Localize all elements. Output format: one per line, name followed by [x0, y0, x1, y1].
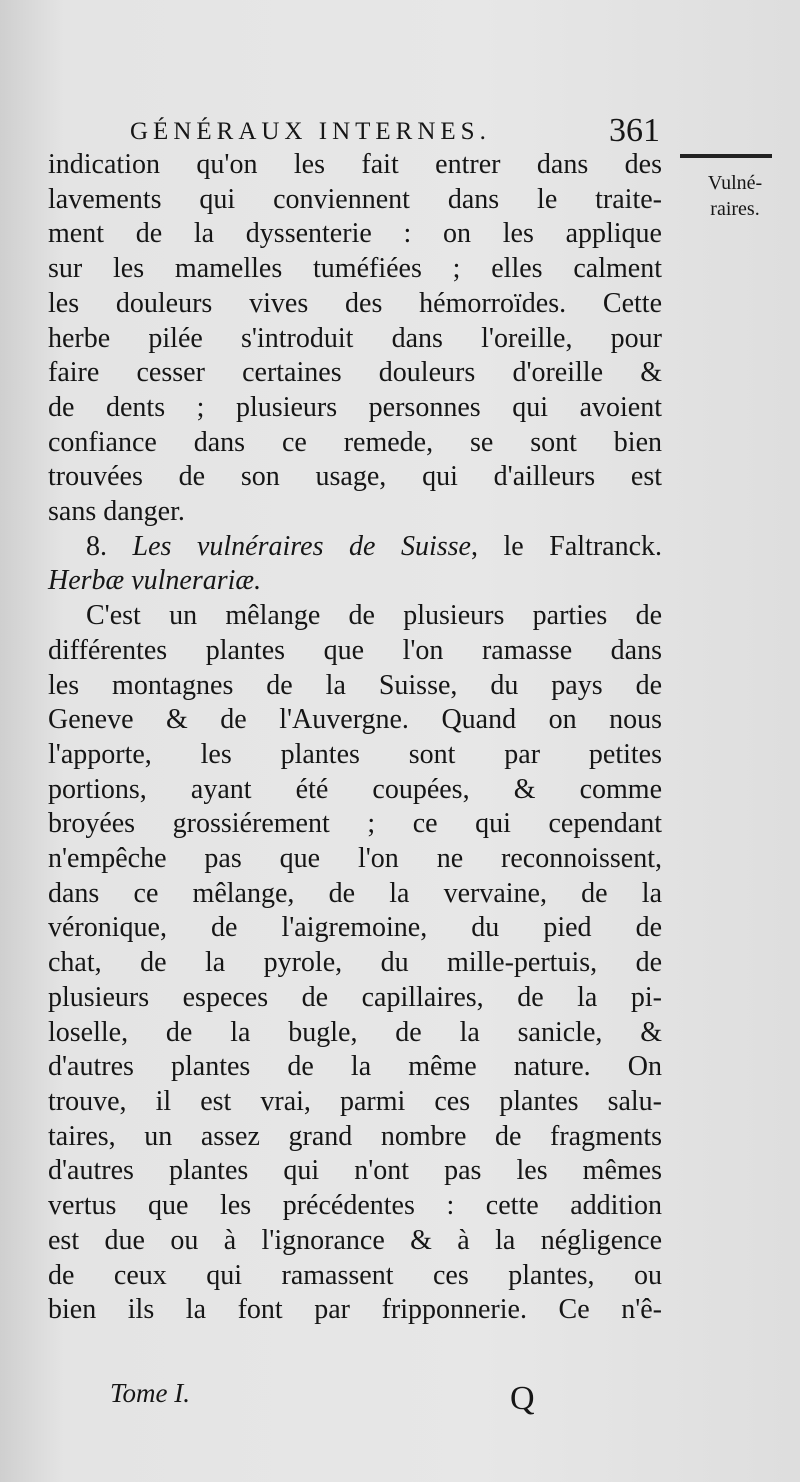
- body-text: [48, 148, 662, 1328]
- volume-label: Tome I.: [110, 1378, 191, 1408]
- heading-number: 8.: [86, 530, 107, 562]
- text-line: portions, ayant été coupées, & comme: [48, 773, 662, 805]
- margin-note-line-2: raires.: [710, 198, 760, 220]
- header-title: GÉNÉRAUX INTERNES.: [130, 118, 491, 145]
- heading-rest: , le Faltranck.: [470, 530, 663, 562]
- page-number: 361: [609, 112, 660, 149]
- text-line: ment de la dyssenterie : on les applique: [48, 218, 662, 250]
- text-line: est due ou à l'ignorance & à la négligence: [48, 1224, 662, 1256]
- text-line: sans danger.: [48, 496, 185, 528]
- text-line: les montagnes de la Suisse, du pays de: [48, 669, 662, 701]
- text-line: confiance dans ce remede, se sont bien: [48, 426, 662, 458]
- text-line: les douleurs vives des hémorroïdes. Cette: [48, 287, 662, 319]
- text-line: loselle, de la bugle, de la sanicle, &: [48, 1016, 662, 1048]
- text-line: faire cesser certaines douleurs d'oreille &: [48, 357, 662, 389]
- text-line: C'est un mêlange de plusieurs parties de: [86, 600, 662, 632]
- latin-name: Herbæ vulnerariæ.: [48, 565, 262, 597]
- text-line: d'autres plantes de la même nature. On: [48, 1051, 662, 1083]
- text-line: taires, un assez grand nombre de fragments: [48, 1120, 662, 1152]
- text-line: trouvées de son usage, qui d'ailleurs est: [48, 461, 662, 493]
- text-line: de dents ; plusieurs personnes qui avoient: [48, 391, 662, 423]
- text-line: de ceux qui ramassent ces plantes, ou: [48, 1259, 662, 1291]
- text-line: l'apporte, les plantes sont par petites: [48, 738, 662, 770]
- text-line: d'autres plantes qui n'ont pas les mêmes: [48, 1155, 662, 1187]
- text-line: bien ils la font par fripponnerie. Ce n'ê-: [48, 1294, 662, 1326]
- text-line: broyées grossiérement ; ce qui cependant: [48, 808, 662, 840]
- section-heading: [48, 530, 662, 565]
- page-footer: [48, 1372, 662, 1422]
- text-line: plusieurs especes de capillaires, de la pi-: [48, 981, 662, 1013]
- signature-mark: Q: [510, 1380, 535, 1417]
- text-line: vertus que les précédentes : cette addition: [48, 1190, 662, 1222]
- text-line: sur les mamelles tuméfiées ; elles calment: [48, 253, 662, 285]
- text-line: dans ce mêlange, de la vervaine, de la: [48, 877, 662, 909]
- text-line: trouve, il est vrai, parmi ces plantes salu-: [48, 1085, 662, 1117]
- text-line: indication qu'on les fait entrer dans des: [48, 149, 662, 180]
- text-line: Geneve & de l'Auvergne. Quand on nous: [48, 704, 662, 736]
- text-line: herbe pilée s'introduit dans l'oreille, pour: [48, 322, 662, 354]
- margin-note-line-1: Vulné-: [707, 172, 763, 194]
- text-line: lavements qui conviennent dans le traite-: [48, 183, 662, 215]
- text-line: chat, de la pyrole, du mille-pertuis, de: [48, 947, 662, 979]
- text-line: véronique, de l'aigremoine, du pied de: [48, 912, 662, 944]
- margin-note: [690, 170, 780, 222]
- text-line: n'empêche pas que l'on ne reconnoissent,: [48, 843, 662, 875]
- text-line: différentes plantes que l'on ramasse dans: [48, 634, 662, 666]
- margin-rule: [680, 154, 772, 158]
- heading-italic: Les vulnéraires de Suisse: [132, 530, 471, 562]
